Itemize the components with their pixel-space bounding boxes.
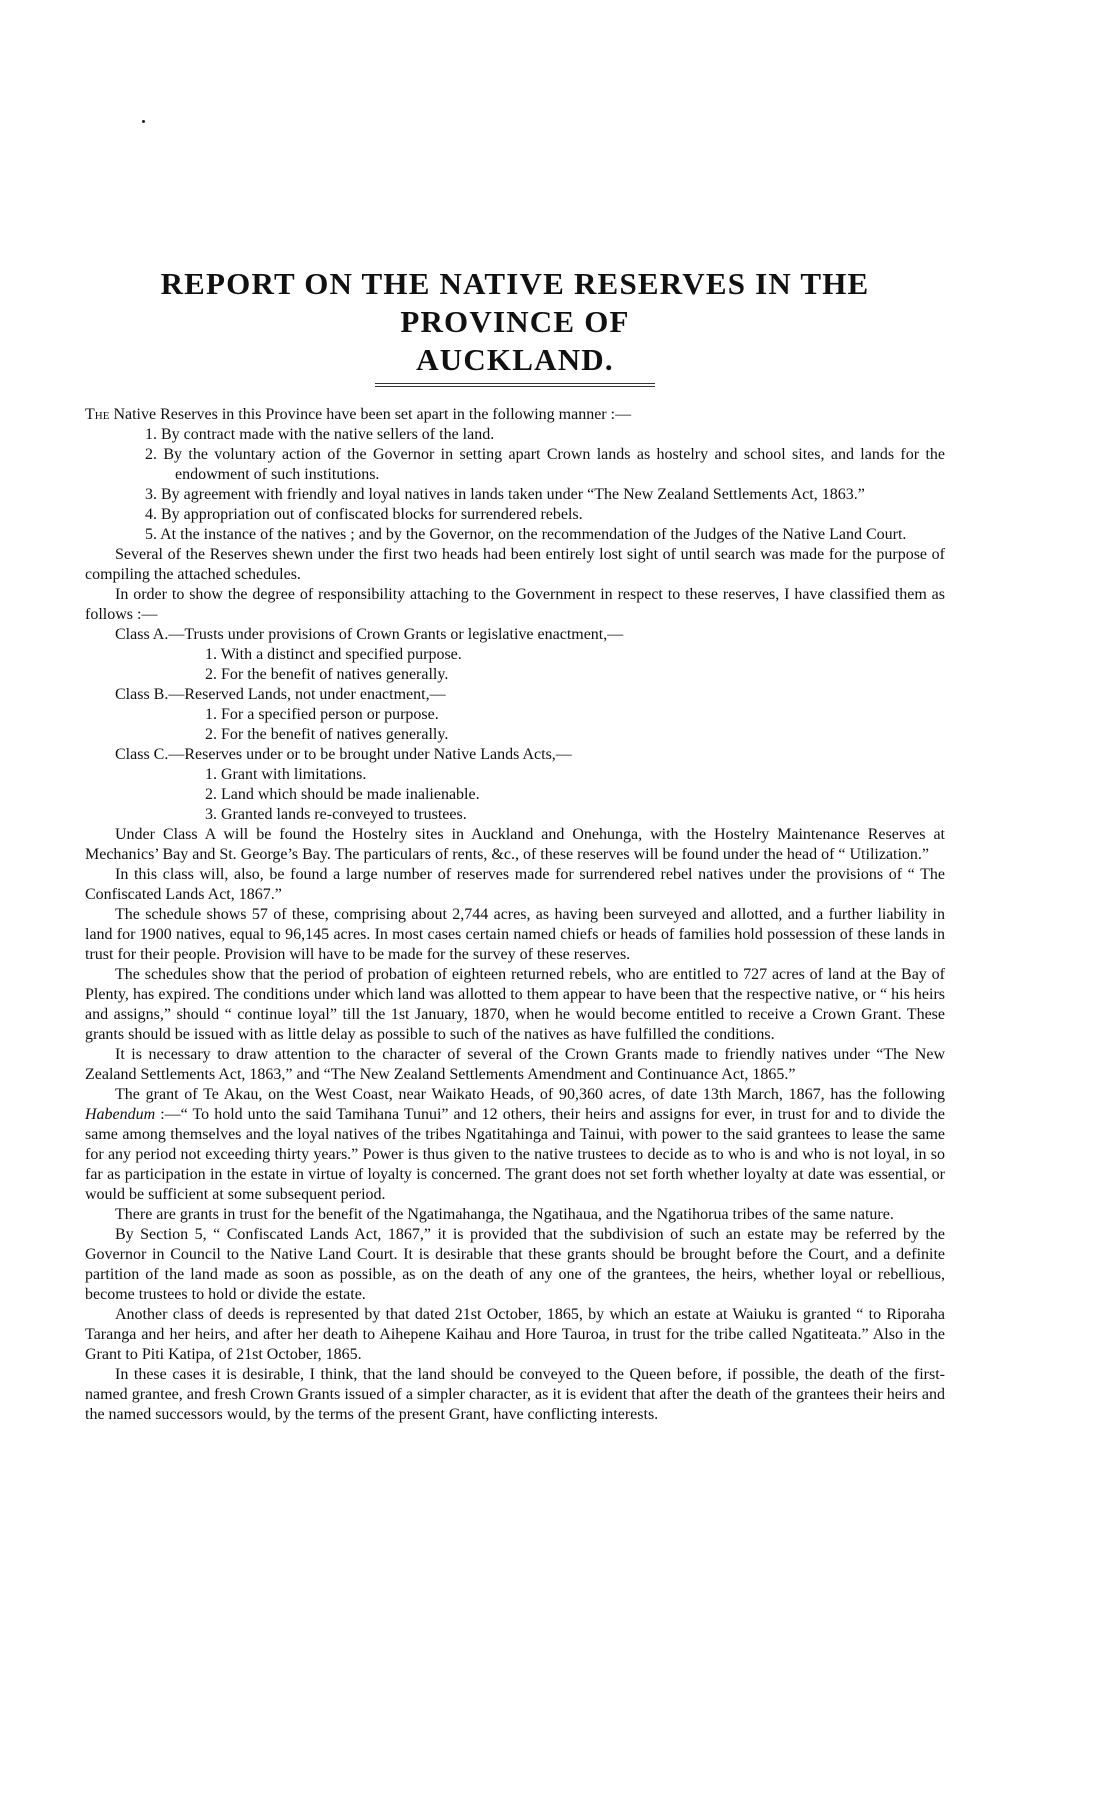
class-a-heading: Class A.—Trusts under provisions of Crown Grants or legislative enactment,— [115,626,624,643]
intro-text: Native Reserves in this Province have been set apart in the following manner :— [109,406,632,423]
intro-paragraph [85,405,945,425]
te-akau-text-post: :—“ To hold unto the said Tamihana Tunui” and 12 others, their heirs and assigns for ever, in trust for and to divide the same among themselves and the loyal natives of the tribes Ngatitahinga and Tainui, with power to the said grantees to lease the same for any period not exceeding thirty years.” Power is thus given to the native trustees to decide as to who is and who is not loyal, in so far as participation in the estate in virtue of loyalty is concerned. The grant does not set forth whether loyalty at date was essential, or would be sufficient at some subsequent period. [85,1106,945,1203]
paragraph-several-reserves: Several of the Reserves shewn under the first two heads had been entirely lost sight of until search was made for the purpose of compiling the attached schedules. [85,546,945,583]
class-c-heading: Class C.—Reserves under or to be brought under Native Lands Acts,— [115,746,572,763]
paragraph-conveyance: In these cases it is desirable, I think, that the land should be conveyed to the Queen before, if possible, the death of the first-named grantee, and fresh Crown Grants issued of a simpler character, as it is evident that after the death of the grantees their heirs and the named successors would, by the terms of the present Grant, have conflicting interests. [85,1366,945,1423]
te-akau-text-pre: The grant of Te Akau, on the West Coast, near Waikato Heads, of 90,360 acres, of date 13th March, 1867, has the following [115,1086,945,1103]
intro-lead-word: The [85,406,110,423]
title-double-rule [375,383,655,387]
page-title [85,265,945,379]
paragraph-returned-rebels: The schedules show that the period of probation of eighteen returned rebels, who are entitled to 727 acres of land at the Bay of Plenty, has expired. The conditions under which land was allotted to them appear to have been that the respective native, or “ his heirs and assigns,” should “ continue loyal” till the 1st January, 1870, when he would become entitled to receive a Crown Grant. These grants should be issued with as little delay as possible to such of the natives as have fulfilled the conditions. [85,966,945,1043]
title-line-2: AUCKLAND. [416,342,614,377]
paragraph-te-akau-grant [85,1085,945,1205]
habendum-term: Habendum [85,1106,156,1123]
document-page [85,265,945,1425]
paragraph-class-a-hostelry: Under Class A will be found the Hostelry sites in Auckland and Onehunga, with the Hostelry Maintenance Reserves at Mechanics’ Bay and St. George’s Bay. The particulars of rents, &c., of these reserves will be found under the head of “ Utilization.” [85,826,945,863]
class-a-item: 2. For the benefit of natives generally. [205,666,449,683]
title-rule-wrap [85,383,945,387]
class-c-item: 2. Land which should be made inalienable. [205,786,480,803]
paragraph-section-5: By Section 5, “ Confiscated Lands Act, 1867,” it is provided that the subdivision of such an estate may be referred by the Governor in Council to the Native Land Court. It is desirable that these grants should be brought before the Court, and a definite partition of the land made as soon as possible, as on the death of any one of the grantees, the heirs, whether loyal or rebellious, become trustees to hold or divide the estate. [85,1226,945,1303]
paragraph-trust-grants: There are grants in trust for the benefit of the Ngatimahanga, the Ngatihaua, and the Ngatihorua tribes of the same nature. [115,1206,894,1223]
paragraph-confiscated-lands: In this class will, also, be found a large number of reserves made for surrendered rebel natives under the provisions of “ The Confiscated Lands Act, 1867.” [85,866,945,903]
paragraph-schedule: The schedule shows 57 of these, comprising about 2,744 acres, as having been surveyed and allotted, and a further liability in land for 1900 natives, equal to 96,145 acres. In most cases certain named chiefs or heads of families hold possession of these lands in trust for their people. Provision will have to be made for the survey of these reserves. [85,906,945,963]
class-a-item: 1. With a distinct and specified purpose. [205,646,462,663]
class-b-heading: Class B.—Reserved Lands, not under enactment,— [115,686,446,703]
ink-speck [142,120,145,123]
method-item: 1. By contract made with the native sellers of the land. [145,426,495,443]
method-item: 5. At the instance of the natives ; and by the Governor, on the recommendation of the Judges of the Native Land Court. [145,526,907,543]
method-item: 3. By agreement with friendly and loyal natives in lands taken under “The New Zealand Settlements Act, 1863.” [145,486,865,503]
title-line-1: REPORT ON THE NATIVE RESERVES IN THE PROVINCE OF [160,266,870,339]
class-b-item: 2. For the benefit of natives generally. [205,726,449,743]
method-item: 2. By the voluntary action of the Governor in setting apart Crown lands as hostelry and school sites, and lands for the endowment of such institutions. [145,446,945,483]
method-item: 4. By appropriation out of confiscated blocks for surrendered rebels. [145,506,583,523]
paragraph-classification: In order to show the degree of responsibility attaching to the Government in respect to these reserves, I have classified them as follows :— [85,586,945,623]
class-b-item: 1. For a specified person or purpose. [205,706,439,723]
paragraph-crown-grants: It is necessary to draw attention to the character of several of the Crown Grants made to friendly natives under “The New Zealand Settlements Act, 1863,” and “The New Zealand Settlements Amendment and Continuance Act, 1865.” [85,1046,945,1083]
report-body [85,405,945,1425]
class-c-item: 3. Granted lands re-conveyed to trustees. [205,806,467,823]
class-c-item: 1. Grant with limitations. [205,766,367,783]
paragraph-waiuku-deed: Another class of deeds is represented by that dated 21st October, 1865, by which an estate at Waiuku is granted “ to Riporaha Taranga and her heirs, and after her death to Aihepene Kaihau and Hore Tauroa, in trust for the tribe called Ngatiteata.” Also in the Grant to Piti Katipa, of 21st October, 1865. [85,1306,945,1363]
